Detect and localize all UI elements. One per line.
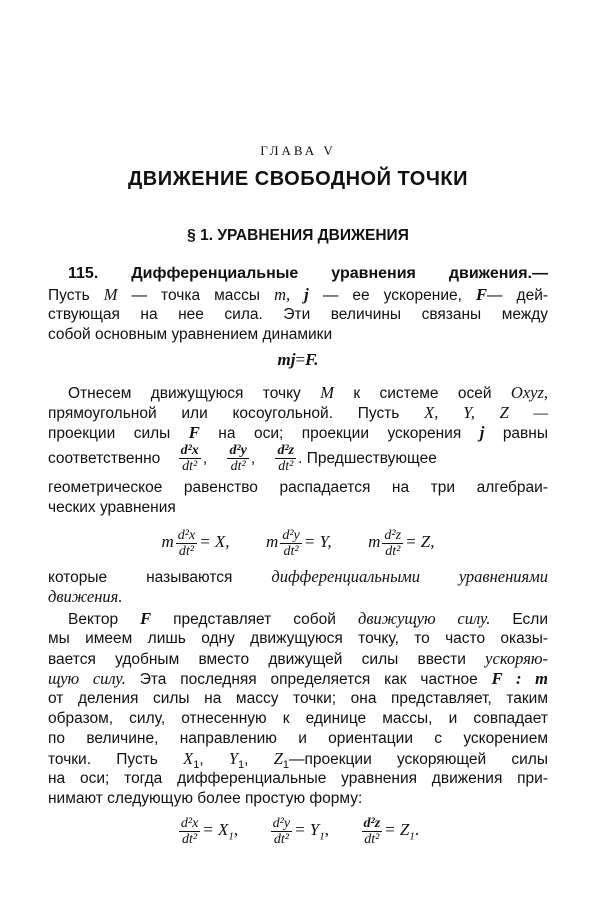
- section-title: § 1. УРАВНЕНИЯ ДВИЖЕНИЯ: [187, 227, 409, 244]
- text-line: Пусть M — точка массы m, j — ее ускорение, F— дей-: [48, 285, 549, 304]
- text-line: которые называются дифференциальными уравнениями: [48, 567, 548, 586]
- text-line: щую силу. Эта последняя определяется как частное F : m: [48, 669, 549, 688]
- fraction-d2x: $\frac{\text{d²x}}{\text{dt²}}$: [177, 527, 196, 559]
- text-line: проекции силы F на оси; проекции ускорения j равны: [48, 423, 548, 442]
- text-line: Отнесем движущуюся точку M к системе осей Oxyz,: [68, 383, 549, 402]
- text-line: мы имеем лишь одну движущуюся точку, то часто оказы-: [48, 630, 548, 647]
- book-page: [48, 0, 548, 916]
- text-line: точки. Пусть $X_1$, $Y_1$, $Z_1—проекции$ ускоряющей силы: [48, 749, 548, 772]
- fraction-d2y: $\frac{\text{d²y}}{\text{dt²}}$: [282, 527, 300, 559]
- fraction-d2z: $\frac{\text{d²z}}{\text{dt²}}$: [277, 443, 295, 475]
- equations-xyz: m $\frac{\text{d²x}}{\text{dt²}}$ = X, m $\frac{\text{d²y}}{\text{dt²}}$ = Y, m $\frac{\text{d²z}}{\text{dt²}}$ = Z,: [161, 527, 435, 559]
- text-line: ствующая на нее сила. Эти величины связаны между: [48, 306, 548, 323]
- text-line: нимают следующую более простую форму:: [48, 790, 363, 807]
- fraction-d2z: $\frac{\text{d²z}}{\text{dt²}}$: [384, 527, 402, 559]
- fraction-d2x: $\frac{\text{d²x}}{\text{dt²}}$: [180, 815, 199, 847]
- chapter-label: ГЛАВА V: [260, 143, 336, 158]
- text-line: от деления силы на массу точки; она представляет, таким: [48, 690, 548, 707]
- fraction-d2x: $\frac{\text{d²x}}{\text{dt²}}$: [180, 443, 199, 475]
- text-line: собой основным уравнением динамики: [48, 326, 333, 343]
- text-line: Вектор F представляет собой движущую силу. Если: [68, 609, 548, 628]
- text-line: геометрическое равенство распадается на три алгебраи-: [48, 479, 548, 496]
- chapter-title: ДВИЖЕНИЕ СВОБОДНОЙ ТОЧКИ: [128, 168, 468, 190]
- equation-main: mj=F.: [277, 350, 319, 369]
- text-line: по величине, направлению и ориентации с ускорением: [48, 730, 548, 747]
- text-line: вается удобным вместо движущей силы ввести ускоряю-: [48, 649, 548, 668]
- text-line: ческих уравнения: [48, 499, 176, 516]
- text-line: движения.: [48, 587, 123, 606]
- fraction-d2y: $\frac{\text{d²y}}{\text{dt²}}$: [229, 443, 247, 475]
- text-line-fractions: соответственно $\frac{\text{d²x}}{\text{dt²}}$ , $\frac{\text{d²y}}{\text{dt²}}$ , $\frac{\text{d²z}}{\text{dt²}}$ . Предшествующее: [48, 443, 437, 475]
- text-line: образом, силу, отнесенную к единице массы, и совпадает: [48, 710, 548, 727]
- text-line: прямоугольной или косоугольной. Пусть X, Y, Z —: [48, 403, 548, 422]
- fraction-d2z: $\frac{\text{d²z}}{\text{dt²}}$: [363, 815, 381, 847]
- text-line: на оси; тогда дифференциальные уравнения движения при-: [48, 770, 548, 787]
- equations-accelerating: $\frac{\text{d²x}}{\text{dt²}}$ = $X_1$, $\frac{\text{d²y}}{\text{dt²}}$ = $Y_1$, $\frac{\text{d²z}}{\text{dt²}}$ = $Z_1$.: [180, 815, 420, 847]
- fraction-d2y: $\frac{\text{d²y}}{\text{dt²}}$: [272, 815, 291, 847]
- paragraph-heading: 115. Дифференциальные уравнения движения.—: [68, 265, 548, 282]
